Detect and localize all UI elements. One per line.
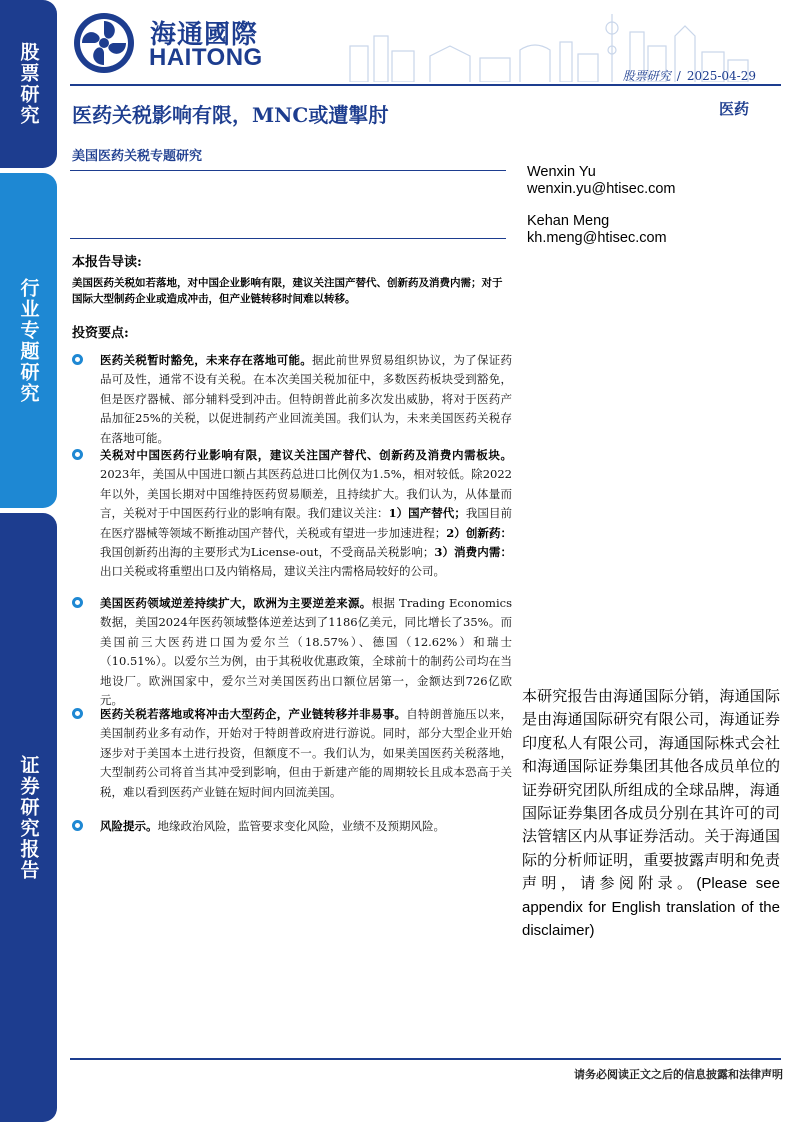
report-meta xyxy=(623,67,756,84)
meta-separator: / xyxy=(676,69,681,83)
logo-english-text: HAITONG xyxy=(149,44,263,71)
sidebar-tab-securities-report xyxy=(0,513,57,1122)
list-item xyxy=(72,446,512,582)
point-heading: 医药关税暂时豁免，未来存在落地可能。 xyxy=(100,353,313,367)
point-text: 出口关税或将重塑出口及内销格局，建议关注内需格局较好的公司。 xyxy=(100,564,445,579)
disclaimer xyxy=(522,685,780,942)
point-text: 据此前世界贸易组织协议，为了保证药品可及性，通常不设有关税。在本次美国关税加征中，多数医药板块受到豁免，但是医疗器械、部分辅料受到冲击。但特朗普此前多次发出威胁，将对于医药产品加征25%的关税，以促进制药产业回流美国。我们认为，未来美国医药关税存在落地可能。 xyxy=(100,353,512,445)
sector-label: 医药 xyxy=(718,100,749,118)
report-type: 股票研究 xyxy=(622,69,671,83)
guide-text: 美国医药关税如若落地，对中国企业影响有限，建议关注国产替代、创新药及消费内需；对于国际大型制药企业或造成冲击，但产业链转移时间难以转移。 xyxy=(72,277,503,305)
footer-notice: 请务必阅读正文之后的信息披露和法律声明 xyxy=(574,1068,783,1081)
bullet-icon xyxy=(72,449,83,460)
list-item xyxy=(72,351,512,448)
author-name: Wenxin Yu xyxy=(527,164,596,180)
disclaimer-en: (Please see appendix for English translation of the disclaimer) xyxy=(522,875,780,940)
point-heading: 美国医药领域逆差持续扩大，欧洲为主要逆差来源。 xyxy=(100,596,372,610)
point-heading: 风险提示。 xyxy=(100,819,158,833)
author-email[interactable]: kh.meng@htisec.com xyxy=(527,230,667,246)
list-item xyxy=(72,705,512,802)
sidebar-tab-stock-research xyxy=(0,0,57,168)
sidebar-tab-label: 行业专题研究 xyxy=(17,277,40,404)
sidebar-tab-label: 证券研究报告 xyxy=(17,754,40,881)
sidebar-tab-industry-research xyxy=(0,173,57,508)
point-text: 地缘政治风险，监管要求变化风险，业绩不及预期风险。 xyxy=(157,819,445,833)
bullet-icon xyxy=(72,708,83,719)
guide-heading: 本报告导读: xyxy=(72,255,142,270)
point-subheading: 1）国产替代； xyxy=(388,506,466,521)
point-text: 我国目前在医疗器械等领域不断推动国产替代，关税或有望进一步加速进程； xyxy=(100,506,512,540)
disclaimer-cn: 本研究报告由海通国际分销，海通国际是由海通国际研究有限公司，海通证券印度私人有限公司，海通国际株式会社和海通国际证券集团其他各成员单位的证券研究团队所组成的全球品牌，海通国际证券集团各成员分别在其许可的司法管辖区内从事证券活动。关于海通国际的分析师证明，重要披露声明和免责声明，请参阅附录。 xyxy=(522,687,780,893)
divider xyxy=(70,170,506,171)
point-heading: 关税对中国医药行业影响有限，建议关注国产替代、创新药及消费内需板块。 xyxy=(100,448,512,462)
list-item xyxy=(72,817,512,836)
point-subheading: 3）消费内需： xyxy=(434,545,512,560)
point-text: 自特朗普施压以来，美国制药业多有动作，开始对于特朗普政府进行游说。同时，部分大型企业开始逐步对于美国本土进行投资，但额度不一。我们认为，如果美国医药关税落地，大型制药公司将首当其冲受到影响，但由于新建产能的周期较长且成本恐高于关税，难以看到医药产业链在短时间内回流美国。 xyxy=(100,707,513,799)
point-text: 2023年，美国从中国进口额占其医药总进口比例仅为1.5%，相对较低。除2022年以外，美国长期对中国维持医药贸易顺差，且持续扩大。我们认为，从体量而言，关税对于中国医药行业的影响有限。我们建议关注： xyxy=(100,467,512,521)
author-name: Kehan Meng xyxy=(527,213,610,229)
sidebar-tab-label: 股票研究 xyxy=(17,42,40,126)
points-heading: 投资要点: xyxy=(72,326,129,341)
author-email[interactable]: wenxin.yu@htisec.com xyxy=(527,181,676,197)
point-text: 根据 Trading Economics 数据，美国2024年医药领域整体逆差达到了1186亿美元，同比增长了35%。而美国前三大医药进口国为爱尔兰（18.57%）、德国（12.62%）和瑞士（10.51%）。以爱尔兰为例，由于其税收优惠政策，全球前十的制药公司均在当地设厂。欧洲国家中，爱尔兰对美国医药出口额位居第一，金额达到726亿欧元。 xyxy=(100,596,512,708)
list-item xyxy=(72,594,512,710)
bullet-icon xyxy=(72,597,83,608)
report-date: 2025-04-29 xyxy=(686,69,756,83)
point-text: 我国创新药出海的主要形式为License-out，不受商品关税影响； xyxy=(100,545,435,560)
divider xyxy=(70,238,506,239)
header-divider xyxy=(70,84,781,86)
bullet-icon xyxy=(72,820,83,831)
page-title: 医药关税影响有限，MNC或遭掣肘 xyxy=(72,103,389,127)
point-heading: 医药关税若落地或将冲击大型药企，产业链转移并非易事。 xyxy=(100,707,407,721)
bullet-icon xyxy=(72,354,83,365)
footer-divider xyxy=(70,1058,781,1060)
logo-chinese-text: 海通國際 xyxy=(150,20,259,50)
page-subtitle: 美国医药关税专题研究 xyxy=(72,149,203,164)
point-subheading: 2）创新药： xyxy=(446,525,512,540)
